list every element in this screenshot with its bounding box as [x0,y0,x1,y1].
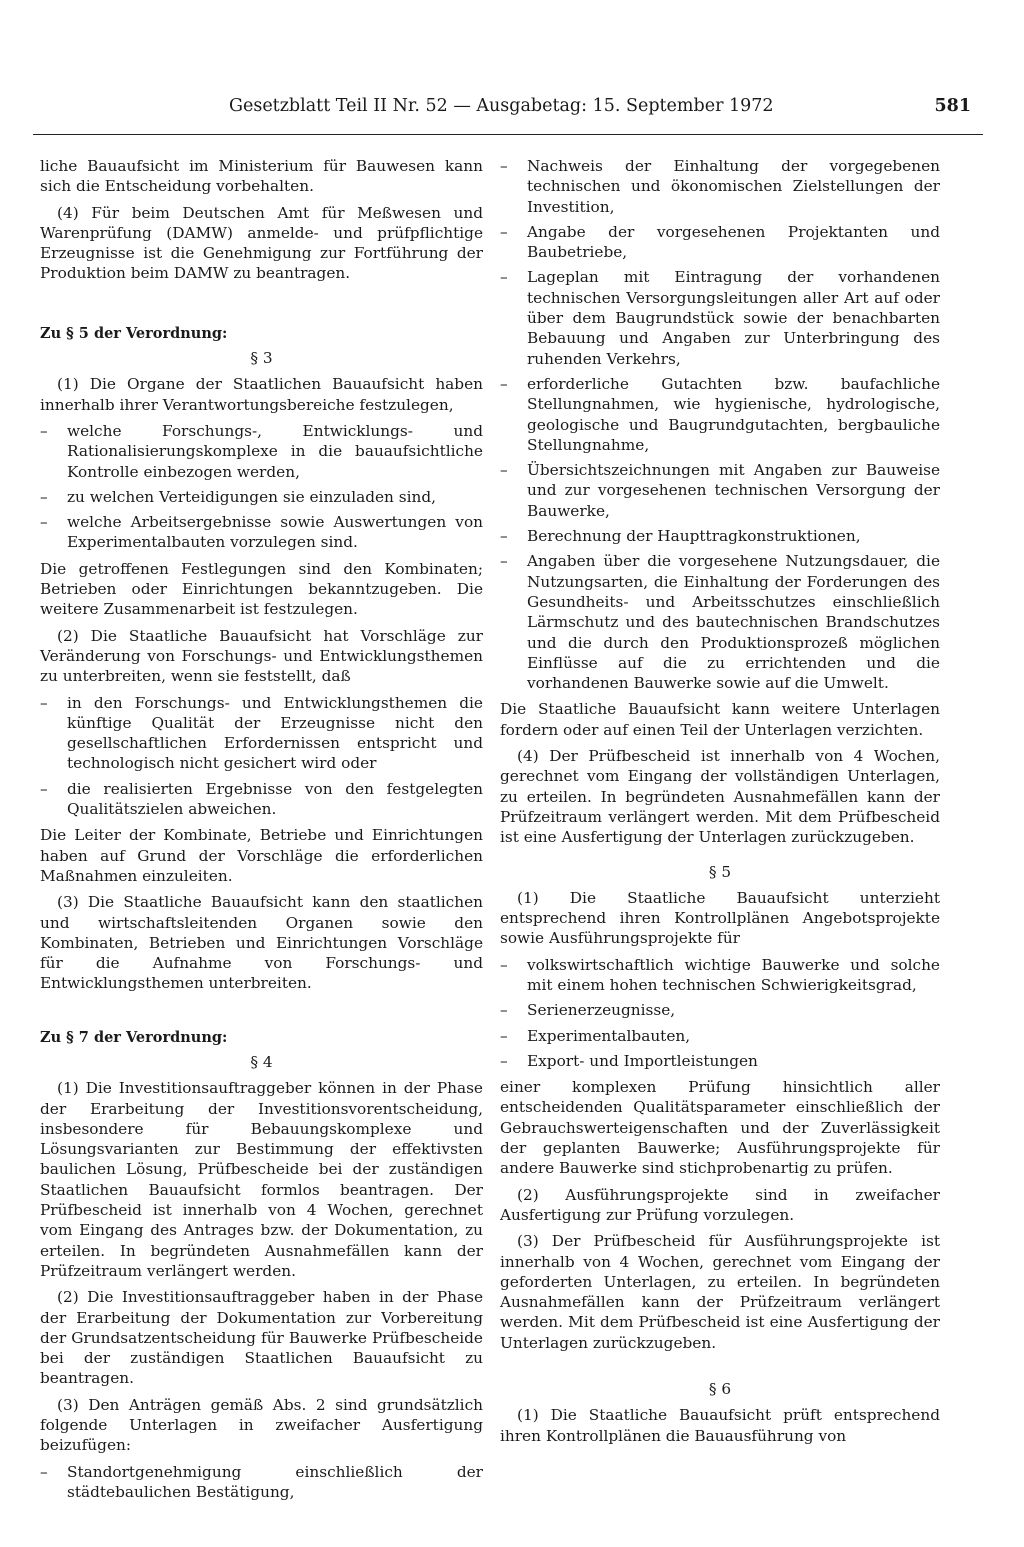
list-item: – welche Forschungs-, Entwicklungs- und Rationalisierungskomplexe in die bauaufsichtliche Kontrolle einbezogen werden, [40,421,483,482]
section-heading: Zu § 5 der Verordnung: [40,324,228,342]
list-item: – volkswirtschaftlich wichtige Bauwerke und solche mit einem hohen technischen Schwierigkeitsgrad, [500,955,940,996]
paragraph: (3) Den Anträgen gemäß Abs. 2 sind grundsätzlich folgende Unterlagen in zweifacher Ausfertigung beizufügen: [40,1395,483,1455]
paragraph: liche Bauaufsicht im Ministerium für Bauwesen kann sich die Entscheidung vorbehalten. [40,157,483,196]
paragraph: (2) Die Staatliche Bauaufsicht hat Vorschläge zur Veränderung von Forschungs- und Entwicklungsthemen zu unterbreiten, wenn sie feststellt, daß [40,626,483,686]
paragraph: (4) Für beim Deutschen Amt für Meßwesen und Warenprüfung (DAMW) anmelde- und prüfpflichtige Erzeugnisse ist die Genehmigung zur Fortführung der Produktion beim DAMW zu beantragen. [40,203,483,283]
left-column [40,156,483,1508]
section-number: § 5 [708,862,732,881]
list [40,693,483,820]
page-number: 581 [934,96,971,116]
list-item: – Experimentalbauten, [500,1026,940,1046]
section-number: § 4 [250,1052,273,1071]
header-title: Gesetzblatt Teil II Nr. 52 — Ausgabetag: 15. September 1972 [229,96,774,116]
list-item: – Angabe der vorgesehenen Projektanten und Baubetriebe, [500,222,940,263]
right-column [500,156,940,1452]
list-item: – Serienerzeugnisse, [500,1000,940,1020]
list-item: – Standortgenehmigung einschließlich der städtebaulichen Bestätigung, [40,1462,483,1503]
list [40,1462,483,1503]
paragraph: (1) Die Staatliche Bauaufsicht prüft entsprechend ihren Kontrollplänen die Bauausführung von [500,1406,940,1445]
paragraph: (1) Die Organe der Staatlichen Bauaufsicht haben innerhalb ihrer Verantwortungsbereiche festzulegen, [40,375,483,414]
paragraph: Die Leiter der Kombinate, Betriebe und Einrichtungen haben auf Grund der Vorschläge die erforderlichen Maßnahmen einzuleiten. [40,826,483,885]
list-item: – Export- und Importleistungen [500,1051,940,1071]
paragraph: (3) Die Staatliche Bauaufsicht kann den staatlichen und wirtschaftsleitenden Organen sowie den Kombinaten, Betrieben und Einrichtungen Vorschläge für die Aufnahme von Forschungs- und Entwicklungsthemen unterbreiten. [40,893,483,993]
paragraph: (2) Die Investitionsauftraggeber haben in der Phase der Erarbeitung der Dokumentation zur Vorbereitung der Grundsatzentscheidung für Bauwerke Prüfbescheide bei der zuständigen Staatlichen Bauaufsicht zu beantragen. [40,1288,483,1388]
list-item: – zu welchen Verteidigungen sie einzuladen sind, [40,487,483,507]
list [500,156,940,693]
list [500,955,940,1071]
paragraph: Die Staatliche Bauaufsicht kann weitere Unterlagen fordern oder auf einen Teil der Unterlagen verzichten. [500,700,940,739]
paragraph: (2) Ausführungsprojekte sind in zweifacher Ausfertigung zur Prüfung vorzulegen. [500,1185,940,1224]
paragraph: (1) Die Staatliche Bauaufsicht unterzieht entsprechend ihren Kontrollplänen Angebotsprojekte sowie Ausführungsprojekte für [500,888,940,948]
list-item: – erforderliche Gutachten bzw. baufachliche Stellungnahmen, wie hygienische, hydrologische, geologische und Baugrundgutachten, bergbauliche Stellungnahme, [500,374,940,455]
paragraph: einer komplexen Prüfung hinsichtlich aller entscheidenden Qualitätsparameter einschließlich der Gebrauchswerteigenschaften und der Zuverlässigkeit der geplanten Bauwerke; Ausführungsprojekte für andere Bauwerke sind stichprobenartig zu prüfen. [500,1078,940,1178]
list-item: – die realisierten Ergebnisse von den festgelegten Qualitätszielen abweichen. [40,779,483,820]
section-number: § 3 [250,349,273,368]
paragraph: Die getroffenen Festlegungen sind den Kombinaten; Betrieben oder Einrichtungen bekanntzugeben. Die weitere Zusammenarbeit ist festzulegen. [40,559,483,619]
section-heading: Zu § 7 der Verordnung: [40,1028,228,1046]
paragraph: (3) Der Prüfbescheid für Ausführungsprojekte ist innerhalb von 4 Wochen, gerechnet vom Eingang der geforderten Unterlagen, zu erteilen. In begründeten Ausnahmefällen kann der Prüfzeitraum verlängert werden. Mit dem Prüfbescheid ist eine Ausfertigung der Unterlagen zurückzugeben. [500,1232,940,1352]
list-item: – in den Forschungs- und Entwicklungsthemen die künftige Qualität der Erzeugnisse nicht den gesellschaftlichen Erfordernissen entspricht und technologisch nicht gesichert wird oder [40,693,483,774]
header-rule [33,134,983,135]
list-item: – Nachweis der Einhaltung der vorgegebenen technischen und ökonomischen Zielstellungen der Investition, [500,156,940,217]
list-item: – Lageplan mit Eintragung der vorhandenen technischen Versorgungsleitungen aller Art auf oder über dem Baugrundstück sowie der benachbarten Bebauung und Angaben zur Unterbringung des ruhenden Verkehrs, [500,267,940,368]
list-item: – Angaben über die vorgesehene Nutzungsdauer, die Nutzungsarten, die Einhaltung der Forderungen des Gesundheits- und Arbeitsschutzes einschließlich Lärmschutz und des bautechnischen Brandschutzes und die durch den Produktionsprozeß möglichen Einflüsse auf die zu errichtenden und die vorhandenen Bauwerke sowie auf die Umwelt. [500,551,940,693]
list [40,421,483,553]
list-item: – welche Arbeitsergebnisse sowie Auswertungen von Experimentalbauten vorzulegen sind. [40,512,483,553]
paragraph: (1) Die Investitionsauftraggeber können in der Phase der Erarbeitung der Investitionsvorentscheidung, insbesondere für Bebauungskomplexe und Lösungsvarianten zur Bestimmung der effektivsten baulichen Lösung, Prüfbescheide bei der zuständigen Staatlichen Bauaufsicht formlos beantragen. Der Prüfbescheid ist innerhalb von 4 Wochen, gerechnet vom Eingang des Antrages bzw. der Dokumentation, zu erteilen. In begründeten Ausnahmefällen kann der Prüfzeitraum verlängert werden. [40,1079,483,1280]
paragraph: (4) Der Prüfbescheid ist innerhalb von 4 Wochen, gerechnet vom Eingang der vollständigen Unterlagen, zu erteilen. In begründeten Ausnahmefällen kann der Prüfzeitraum verlängert werden. Mit dem Prüfbescheid ist eine Ausfertigung der Unterlagen zurückzugeben. [500,747,940,847]
list-item: – Berechnung der Haupttragkonstruktionen, [500,526,940,546]
list-item: – Übersichtszeichnungen mit Angaben zur Bauweise und zur vorgesehenen technischen Versorgung der Bauwerke, [500,460,940,521]
section-number: § 6 [708,1380,732,1399]
page-header [33,96,983,130]
